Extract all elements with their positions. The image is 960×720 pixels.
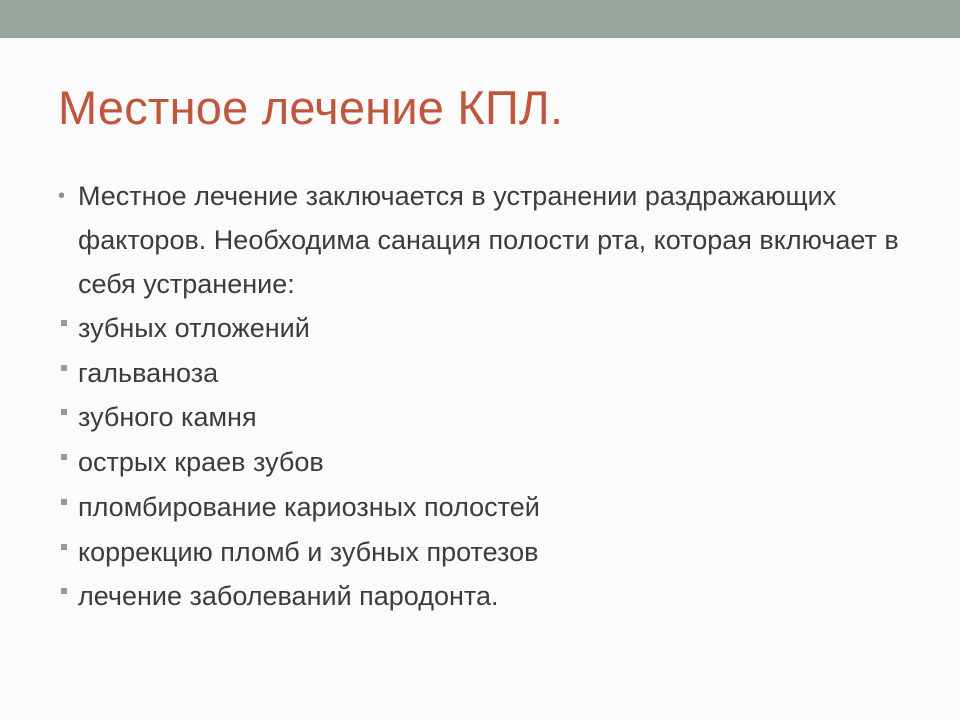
- square-bullet-icon: [61, 588, 67, 594]
- square-bullet-icon: [61, 454, 67, 460]
- list-item: [58, 440, 918, 485]
- list-item-text: лечение заболеваний пародонта.: [78, 581, 499, 612]
- list-item: [58, 395, 918, 440]
- square-bullet-icon: [61, 320, 67, 326]
- list-item-text: коррекцию пломб и зубных протезов: [78, 536, 539, 567]
- list-item-text: гальваноза: [78, 357, 219, 388]
- square-bullet-icon: [61, 544, 67, 550]
- list-item-text: пломбирование кариозных полостей: [78, 491, 540, 522]
- slide-body: [58, 174, 918, 619]
- square-bullet-icon: [61, 409, 67, 415]
- slide-title: Местное лечение КПЛ.: [58, 81, 564, 134]
- list-item-text: зубных отложений: [78, 313, 310, 343]
- list-item: [58, 530, 918, 575]
- list-item: [58, 574, 918, 619]
- round-bullet-icon: •: [58, 185, 66, 207]
- list-item-text: зубного камня: [78, 402, 257, 433]
- top-decorative-bar: [0, 0, 960, 38]
- list-item: [58, 306, 918, 351]
- list-item: [58, 351, 918, 396]
- square-bullet-icon: [61, 499, 67, 505]
- list-item-text: острых краев зубов: [78, 447, 324, 478]
- list-item: [58, 485, 918, 530]
- intro-paragraph: [58, 174, 918, 306]
- square-bullet-icon: [61, 365, 67, 371]
- intro-text: Местное лечение заключается в устранении раздражающих факторов. Необходима санация полости рта, которая включает в себя устранение:: [78, 181, 899, 299]
- bullet-list: [58, 306, 918, 619]
